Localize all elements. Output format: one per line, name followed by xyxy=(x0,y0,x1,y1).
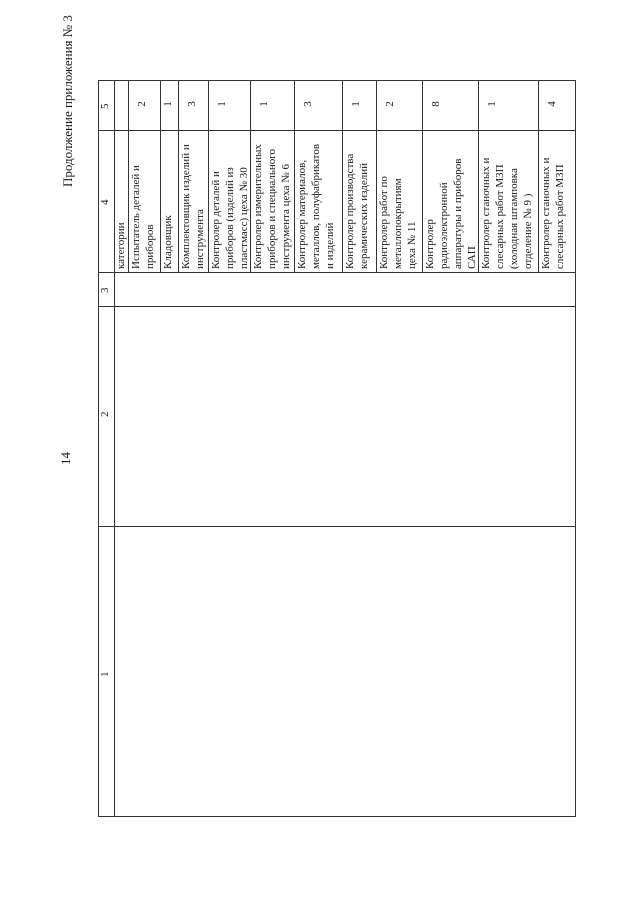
row-value: 1 xyxy=(162,101,174,107)
col-divider xyxy=(98,526,576,527)
row-name: Контролер радиоэлектронной аппаратуры и приборов САП xyxy=(424,158,478,269)
row-name: Кладовщик xyxy=(162,215,174,269)
row-name: Контролер материалов, металлов, полуфабрикатов и изделий xyxy=(296,143,336,269)
column-number-2: 2 xyxy=(99,411,111,417)
header-row-line xyxy=(114,80,115,817)
row-name: Контролер деталей и приборов (изделий из пластмасс) цеха № 30 xyxy=(210,167,250,269)
row-value: 2 xyxy=(384,101,396,107)
row-name: Контролер измерительных приборов и специального инструмента цеха № 6 xyxy=(252,144,292,269)
row-name: Контролер работ по металлопокрытиям цеха № 11 xyxy=(378,176,418,269)
column-number-4: 4 xyxy=(99,199,111,205)
col-divider xyxy=(98,306,576,307)
row-name: Контролер производства керамических изделий xyxy=(344,153,370,269)
row-value: 3 xyxy=(302,101,314,107)
column-number-5: 5 xyxy=(99,103,111,109)
page-number: 14 xyxy=(58,452,73,465)
row-value: 8 xyxy=(430,101,442,107)
column-number-1: 1 xyxy=(99,671,111,677)
row-name: Комплектовщик изделий и инструмента xyxy=(180,144,206,269)
column-number-3: 3 xyxy=(99,287,111,293)
continuation-title: Продолжение приложения № 3 xyxy=(60,15,75,187)
col-divider xyxy=(98,130,576,131)
row-value: 3 xyxy=(186,101,198,107)
row-value: 1 xyxy=(258,101,270,107)
staff-table xyxy=(98,80,576,817)
row-value: 1 xyxy=(486,101,498,107)
row-name: категории xyxy=(115,222,127,269)
row-name: Контролер станочных и слесарных работ МЗП xyxy=(540,157,566,269)
row-value: 4 xyxy=(546,101,558,107)
row-value: 1 xyxy=(350,101,362,107)
row-value: 1 xyxy=(216,101,228,107)
row-name: Контролер станочных и слесарных работ МЗП (холодная штамповка отделение № 9 ) xyxy=(480,157,534,269)
row-name: Испытатель деталей и приборов xyxy=(130,165,156,269)
row-value: 2 xyxy=(136,101,148,107)
col-divider xyxy=(98,272,576,273)
